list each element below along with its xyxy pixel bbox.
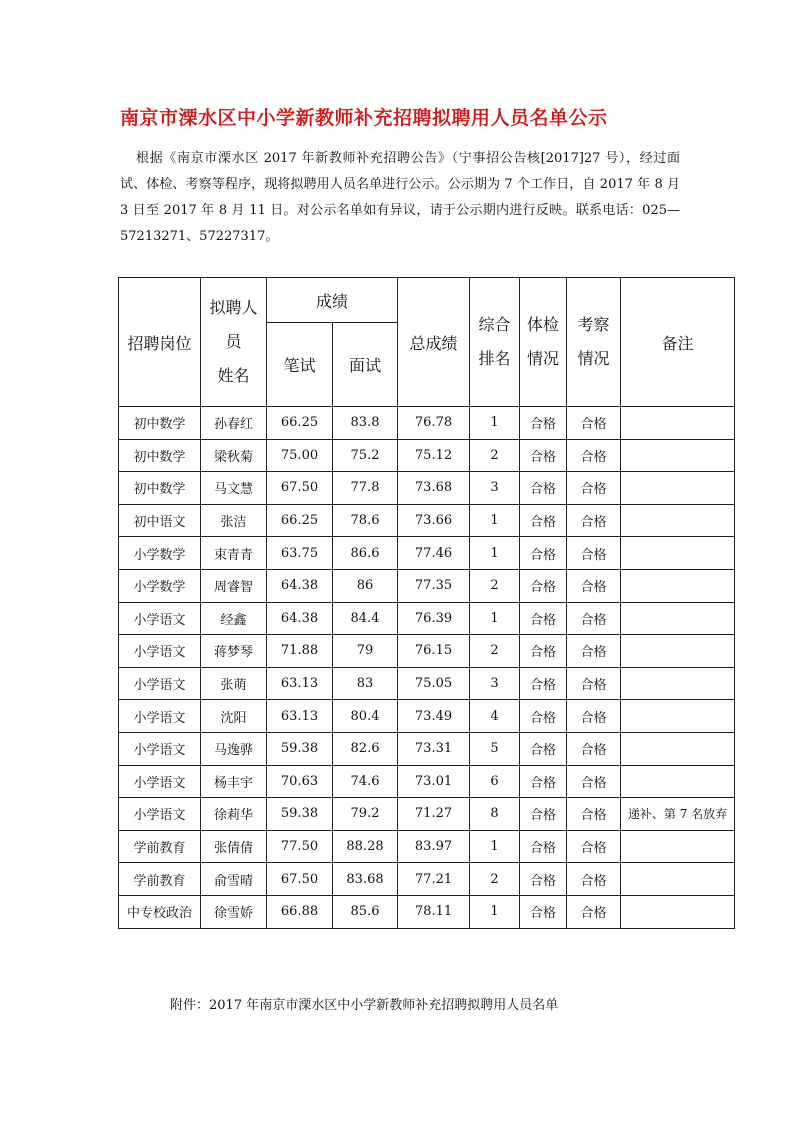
cell-physical: 合格 [520,635,567,668]
cell-review: 合格 [567,504,621,537]
cell-review: 合格 [567,863,621,896]
cell-written: 77.50 [267,830,333,863]
cell-name: 蒋梦琴 [201,635,267,668]
cell-interview: 79 [333,635,398,668]
cell-name: 束青青 [201,537,267,570]
cell-review: 合格 [567,569,621,602]
cell-note [621,863,735,896]
cell-total: 76.15 [398,635,470,668]
cell-written: 66.88 [267,895,333,928]
cell-written: 63.13 [267,700,333,733]
cell-interview: 83 [333,667,398,700]
header-physical-line1: 体检 [527,315,560,334]
cell-review: 合格 [567,765,621,798]
cell-note [621,765,735,798]
cell-position: 小学数学 [119,537,201,570]
cell-written: 64.38 [267,569,333,602]
cell-physical: 合格 [520,602,567,635]
cell-interview: 74.6 [333,765,398,798]
header-review-line2: 情况 [577,349,610,368]
cell-note [621,667,735,700]
cell-name: 沈阳 [201,700,267,733]
cell-total: 73.01 [398,765,470,798]
cell-rank: 3 [470,472,520,505]
cell-total: 77.21 [398,863,470,896]
cell-position: 小学语文 [119,667,201,700]
cell-interview: 86 [333,569,398,602]
cell-total: 73.49 [398,700,470,733]
cell-physical: 合格 [520,569,567,602]
cell-rank: 1 [470,407,520,440]
header-score-group: 成绩 [267,278,398,323]
header-position: 招聘岗位 [119,278,201,407]
cell-interview: 79.2 [333,798,398,831]
cell-total: 77.46 [398,537,470,570]
cell-name: 梁秋菊 [201,439,267,472]
cell-review: 合格 [567,635,621,668]
header-total: 总成绩 [398,278,470,407]
cell-written: 64.38 [267,602,333,635]
cell-written: 71.88 [267,635,333,668]
cell-note [621,407,735,440]
cell-position: 初中数学 [119,439,201,472]
cell-name: 杨丰宇 [201,765,267,798]
cell-physical: 合格 [520,537,567,570]
cell-review: 合格 [567,439,621,472]
cell-position: 学前教育 [119,830,201,863]
header-physical [520,278,567,407]
cell-note [621,602,735,635]
cell-written: 67.50 [267,863,333,896]
cell-review: 合格 [567,407,621,440]
table-row [119,732,735,765]
cell-review: 合格 [567,602,621,635]
cell-total: 73.68 [398,472,470,505]
cell-position: 小学数学 [119,569,201,602]
cell-name: 徐莉华 [201,798,267,831]
cell-physical: 合格 [520,439,567,472]
table-row [119,863,735,896]
cell-interview: 80.4 [333,700,398,733]
cell-position: 小学语文 [119,700,201,733]
cell-name: 俞雪晴 [201,863,267,896]
cell-rank: 2 [470,635,520,668]
cell-name: 经鑫 [201,602,267,635]
table-row [119,504,735,537]
cell-position: 初中语文 [119,504,201,537]
cell-position: 小学语文 [119,602,201,635]
cell-review: 合格 [567,700,621,733]
cell-rank: 5 [470,732,520,765]
cell-physical: 合格 [520,407,567,440]
cell-written: 66.25 [267,407,333,440]
header-review [567,278,621,407]
cell-note [621,830,735,863]
cell-interview: 78.6 [333,504,398,537]
cell-physical: 合格 [520,504,567,537]
cell-interview: 83.68 [333,863,398,896]
cell-rank: 2 [470,439,520,472]
header-rank-line1: 综合 [478,315,511,334]
cell-name: 徐雪娇 [201,895,267,928]
table-row [119,472,735,505]
cell-physical: 合格 [520,732,567,765]
cell-interview: 88.28 [333,830,398,863]
table-body [119,407,735,929]
cell-review: 合格 [567,537,621,570]
table-row [119,407,735,440]
cell-total: 76.78 [398,407,470,440]
cell-note [621,569,735,602]
cell-total: 75.12 [398,439,470,472]
cell-rank: 2 [470,569,520,602]
cell-note [621,635,735,668]
cell-written: 70.63 [267,765,333,798]
table-row [119,569,735,602]
cell-position: 小学语文 [119,732,201,765]
header-name-line1: 拟聘人 [209,298,258,317]
cell-physical: 合格 [520,895,567,928]
cell-name: 张洁 [201,504,267,537]
cell-position: 初中数学 [119,407,201,440]
cell-total: 83.97 [398,830,470,863]
cell-position: 学前教育 [119,863,201,896]
cell-rank: 1 [470,537,520,570]
cell-rank: 1 [470,830,520,863]
table-row [119,895,735,928]
cell-total: 78.11 [398,895,470,928]
cell-note [621,504,735,537]
table-row [119,667,735,700]
table-row [119,700,735,733]
cell-interview: 83.8 [333,407,398,440]
cell-rank: 3 [470,667,520,700]
cell-rank: 1 [470,504,520,537]
header-name [201,278,267,407]
cell-physical: 合格 [520,472,567,505]
cell-rank: 6 [470,765,520,798]
cell-review: 合格 [567,472,621,505]
cell-note [621,472,735,505]
candidate-table [118,277,735,929]
cell-written: 59.38 [267,732,333,765]
cell-total: 75.05 [398,667,470,700]
cell-position: 小学语文 [119,798,201,831]
cell-name: 孙春红 [201,407,267,440]
table-row [119,537,735,570]
cell-interview: 86.6 [333,537,398,570]
table-row [119,798,735,831]
header-name-line2: 员 [225,332,242,351]
header-note: 备注 [621,278,735,407]
cell-written: 63.13 [267,667,333,700]
cell-note [621,537,735,570]
header-name-line3: 姓名 [217,366,250,385]
cell-physical: 合格 [520,830,567,863]
header-review-line1: 考察 [577,315,610,334]
cell-interview: 85.6 [333,895,398,928]
header-interview: 面试 [333,323,398,407]
cell-physical: 合格 [520,863,567,896]
cell-physical: 合格 [520,765,567,798]
cell-review: 合格 [567,732,621,765]
cell-position: 中专校政治 [119,895,201,928]
cell-name: 马文慧 [201,472,267,505]
cell-physical: 合格 [520,798,567,831]
cell-interview: 82.6 [333,732,398,765]
header-rank [470,278,520,407]
cell-position: 小学语文 [119,635,201,668]
cell-review: 合格 [567,830,621,863]
page-title: 南京市溧水区中小学新教师补充招聘拟聘用人员名单公示 [120,107,608,129]
cell-written: 63.75 [267,537,333,570]
cell-interview: 75.2 [333,439,398,472]
cell-total: 73.66 [398,504,470,537]
cell-note: 递补、第 7 名放弃 [621,798,735,831]
cell-total: 77.35 [398,569,470,602]
cell-written: 75.00 [267,439,333,472]
cell-written: 59.38 [267,798,333,831]
cell-total: 73.31 [398,732,470,765]
cell-rank: 8 [470,798,520,831]
table-row [119,765,735,798]
cell-name: 马逸骅 [201,732,267,765]
cell-interview: 84.4 [333,602,398,635]
cell-written: 67.50 [267,472,333,505]
cell-name: 张萌 [201,667,267,700]
cell-position: 初中数学 [119,472,201,505]
cell-physical: 合格 [520,667,567,700]
cell-review: 合格 [567,895,621,928]
header-rank-line2: 排名 [478,349,511,368]
header-written: 笔试 [267,323,333,407]
header-physical-line2: 情况 [527,349,560,368]
cell-interview: 77.8 [333,472,398,505]
cell-note [621,895,735,928]
cell-note [621,700,735,733]
cell-written: 66.25 [267,504,333,537]
cell-review: 合格 [567,798,621,831]
cell-physical: 合格 [520,700,567,733]
cell-note [621,439,735,472]
cell-note [621,732,735,765]
cell-rank: 4 [470,700,520,733]
cell-name: 张倩倩 [201,830,267,863]
cell-total: 76.39 [398,602,470,635]
cell-name: 周睿智 [201,569,267,602]
table-row [119,830,735,863]
table-row [119,602,735,635]
table-row [119,439,735,472]
intro-paragraph: 根据《南京市溧水区 2017 年新教师补充招聘公告》（宁事招公告核[2017]27 号），经过面试、体检、考察等程序，现将拟聘用人员名单进行公示。公示期为 7 个工作日，自 2017 年 8 月 3 日至 2017 年 8 月 11 日。对公示名单如有异议，请于公示期内进行反映。联系电话：025—57213271、57227317。 [120,151,680,244]
cell-review: 合格 [567,667,621,700]
cell-rank: 1 [470,602,520,635]
cell-rank: 2 [470,863,520,896]
cell-position: 小学语文 [119,765,201,798]
cell-rank: 1 [470,895,520,928]
attachment-note: 附件：2017 年南京市溧水区中小学新教师补充招聘拟聘用人员名单 [170,998,559,1013]
cell-total: 71.27 [398,798,470,831]
table-row [119,635,735,668]
